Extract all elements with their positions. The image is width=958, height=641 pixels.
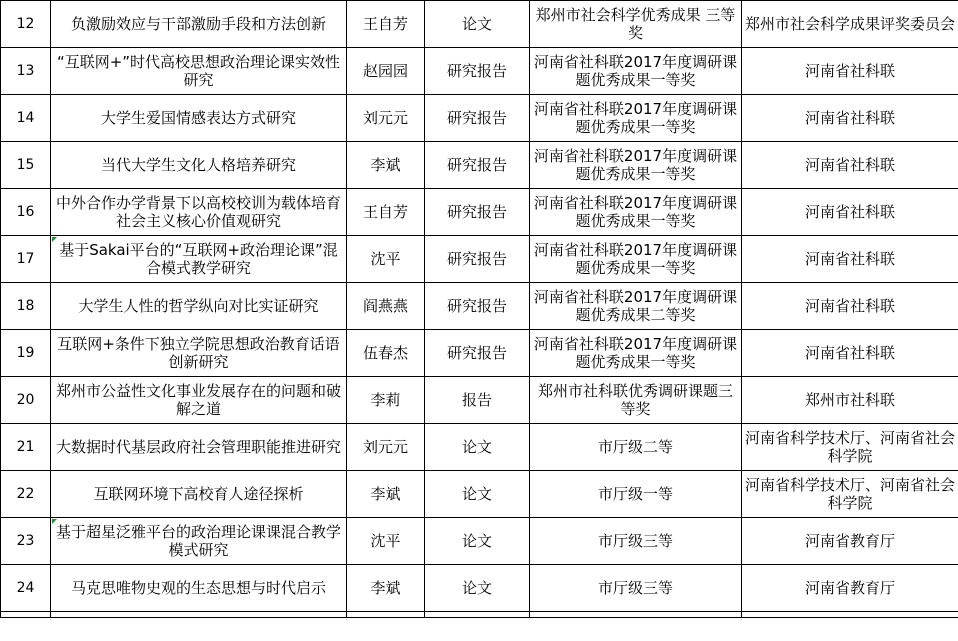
cell-title[interactable]: [51, 424, 347, 471]
cell-type[interactable]: [425, 142, 530, 189]
cell-org[interactable]: [742, 424, 958, 471]
cell-number-text: 23: [16, 533, 35, 549]
cell-number-text: 18: [16, 298, 35, 314]
table-body: [1, 1, 958, 618]
cell-author[interactable]: [347, 518, 425, 565]
cell-number[interactable]: [1, 518, 51, 565]
cell-type[interactable]: [425, 283, 530, 330]
cell-number-text: 21: [16, 439, 35, 455]
cell-award-text: 河南省社科联2017年度调研课题优秀成果二等奖: [533, 288, 738, 324]
empty-cell[interactable]: [530, 612, 742, 618]
cell-award[interactable]: [530, 95, 742, 142]
cell-type[interactable]: [425, 236, 530, 283]
cell-title[interactable]: [51, 1, 347, 48]
cell-title[interactable]: [51, 236, 347, 283]
cell-award[interactable]: [530, 1, 742, 48]
cell-org-text: 河南省社科联: [804, 297, 895, 315]
cell-author-text: 刘元元: [362, 109, 408, 127]
cell-award[interactable]: [530, 189, 742, 236]
cell-title-text: 中外合作办学背景下以高校校训为载体培育社会主义核心价值观研究: [55, 194, 341, 230]
cell-number-text: 13: [16, 63, 35, 79]
cell-author-text: 赵园园: [362, 62, 408, 80]
cell-type[interactable]: [425, 48, 530, 95]
cell-title-text: 互联网环境下高校育人途径探析: [93, 485, 304, 503]
cell-org[interactable]: [742, 1, 958, 48]
cell-title[interactable]: [51, 518, 347, 565]
cell-number-text: 20: [16, 392, 35, 408]
cell-number[interactable]: [1, 48, 51, 95]
cell-title-text: 负激励效应与干部激励手段和方法创新: [70, 15, 326, 33]
cell-org[interactable]: [742, 330, 958, 377]
cell-author[interactable]: [347, 424, 425, 471]
cell-type-text: 论文: [461, 579, 492, 597]
cell-award-text: 市厅级三等: [597, 532, 673, 550]
cell-title-text: 大学生爱国情感表达方式研究: [100, 109, 296, 127]
cell-number[interactable]: [1, 142, 51, 189]
cell-org[interactable]: [742, 471, 958, 518]
cell-org-text: 河南省科学技术厅、河南省社会科学院: [745, 476, 956, 512]
cell-org-text: 河南省社科联: [804, 62, 895, 80]
cell-title-text: 当代大学生文化人格培养研究: [100, 156, 296, 174]
cell-number-text: 15: [16, 157, 35, 173]
cell-org[interactable]: [742, 48, 958, 95]
table-row: [1, 377, 958, 424]
cell-number[interactable]: [1, 565, 51, 612]
cell-org-text: 河南省社科联: [804, 203, 895, 221]
cell-type-text: 论文: [461, 532, 492, 550]
cell-title[interactable]: [51, 283, 347, 330]
cell-author-text: 李斌: [370, 156, 401, 174]
table-row: [1, 424, 958, 471]
cell-title[interactable]: [51, 95, 347, 142]
cell-type[interactable]: [425, 377, 530, 424]
cell-org[interactable]: [742, 236, 958, 283]
cell-award-text: 河南省社科联2017年度调研课题优秀成果一等奖: [533, 335, 738, 371]
cell-type-text: 研究报告: [446, 297, 507, 315]
cell-author-text: 刘元元: [362, 438, 408, 456]
cell-type-text: 论文: [461, 485, 492, 503]
cell-award-text: 市厅级一等: [597, 485, 673, 503]
cell-org-text: 河南省社科联: [804, 156, 895, 174]
cell-award[interactable]: [530, 48, 742, 95]
cell-author[interactable]: [347, 377, 425, 424]
cell-author-text: 李莉: [370, 391, 401, 409]
cell-author-text: 阎燕燕: [362, 297, 408, 315]
cell-number-text: 24: [16, 580, 35, 596]
cell-org-text: 河南省教育厅: [804, 579, 895, 597]
table-row: [1, 1, 958, 48]
empty-cell[interactable]: [742, 612, 958, 618]
cell-type-text: 研究报告: [446, 109, 507, 127]
cell-type-text: 研究报告: [446, 203, 507, 221]
cell-org[interactable]: [742, 565, 958, 612]
cell-type-text: 报告: [461, 391, 492, 409]
cell-title-text: 基于超星泛雅平台的政治理论课课混合教学模式研究: [55, 523, 341, 559]
cell-comment-marker-icon: [52, 237, 57, 242]
cell-org-text: 郑州市社会科学成果评奖委员会: [745, 15, 956, 33]
cell-number[interactable]: [1, 236, 51, 283]
cell-award[interactable]: [530, 518, 742, 565]
cell-title-text: 大数据时代基层政府社会管理职能推进研究: [55, 438, 341, 456]
cell-award[interactable]: [530, 142, 742, 189]
cell-number[interactable]: [1, 283, 51, 330]
table-row: [1, 236, 958, 283]
cell-number-text: 14: [16, 110, 35, 126]
cell-title[interactable]: [51, 471, 347, 518]
cell-award-text: 河南省社科联2017年度调研课题优秀成果一等奖: [533, 194, 738, 230]
cell-title[interactable]: [51, 377, 347, 424]
cell-number[interactable]: [1, 471, 51, 518]
empty-cell[interactable]: [425, 612, 530, 618]
cell-award-text: 郑州市社会科学优秀成果 三等奖: [535, 6, 736, 42]
empty-cell[interactable]: [347, 612, 425, 618]
cell-title-text: 互联网+条件下独立学院思想政治教育话语创新研究: [57, 335, 340, 371]
table-row: [1, 142, 958, 189]
cell-award[interactable]: [530, 471, 742, 518]
table-row: [1, 283, 958, 330]
cell-title[interactable]: [51, 142, 347, 189]
cell-number[interactable]: [1, 424, 51, 471]
cell-org-text: 河南省科学技术厅、河南省社会科学院: [745, 429, 956, 465]
table-row: [1, 471, 958, 518]
cell-award[interactable]: [530, 236, 742, 283]
cell-award-text: 郑州市社科联优秀调研课题三等奖: [537, 382, 733, 418]
cell-comment-marker-icon: [52, 519, 57, 524]
cell-author[interactable]: [347, 283, 425, 330]
cell-type-text: 研究报告: [446, 156, 507, 174]
cell-award[interactable]: [530, 424, 742, 471]
cell-org[interactable]: [742, 377, 958, 424]
cell-number-text: 17: [16, 251, 35, 267]
cell-award-text: 河南省社科联2017年度调研课题优秀成果一等奖: [533, 147, 738, 183]
cell-number[interactable]: [1, 1, 51, 48]
cell-author-text: 李斌: [370, 579, 401, 597]
cell-number[interactable]: [1, 330, 51, 377]
cell-type-text: 论文: [461, 438, 492, 456]
cell-award[interactable]: [530, 330, 742, 377]
table-row: [1, 189, 958, 236]
cell-title-text: 基于Sakai平台的“互联网+政治理论课”混合模式教学研究: [59, 241, 338, 277]
cell-type[interactable]: [425, 518, 530, 565]
table-row: [1, 48, 958, 95]
cell-type-text: 研究报告: [446, 344, 507, 362]
cell-org-text: 河南省教育厅: [804, 532, 895, 550]
cell-author-text: 沈平: [370, 250, 401, 268]
cell-number-text: 22: [16, 486, 35, 502]
cell-type[interactable]: [425, 565, 530, 612]
cell-type-text: 研究报告: [446, 62, 507, 80]
cell-org-text: 河南省社科联: [804, 109, 895, 127]
cell-award-text: 市厅级三等: [597, 579, 673, 597]
cell-award-text: 河南省社科联2017年度调研课题优秀成果一等奖: [533, 100, 738, 136]
cell-award-text: 河南省社科联2017年度调研课题优秀成果一等奖: [533, 241, 738, 277]
cell-number[interactable]: [1, 189, 51, 236]
cell-type[interactable]: [425, 189, 530, 236]
cell-award[interactable]: [530, 377, 742, 424]
cell-org-text: 河南省社科联: [804, 344, 895, 362]
cell-title-text: 马克思唯物史观的生态思想与时代启示: [70, 579, 326, 597]
cell-number[interactable]: [1, 377, 51, 424]
cell-number[interactable]: [1, 95, 51, 142]
cell-title-text: “互联网+”时代高校思想政治理论课实效性研究: [56, 53, 341, 89]
cell-number-text: 19: [16, 345, 35, 361]
cell-author-text: 王自芳: [362, 15, 408, 33]
cell-title-text: 郑州市公益性文化事业发展存在的问题和破解之道: [55, 382, 341, 418]
cell-author-text: 伍春杰: [362, 344, 408, 362]
cell-type[interactable]: [425, 95, 530, 142]
cell-author[interactable]: [347, 95, 425, 142]
cell-type[interactable]: [425, 330, 530, 377]
table-row: [1, 95, 958, 142]
cell-number-text: 12: [16, 16, 35, 32]
table-row: [1, 518, 958, 565]
cell-author-text: 李斌: [370, 485, 401, 503]
cell-type[interactable]: [425, 1, 530, 48]
cell-title-text: 大学生人性的哲学纵向对比实证研究: [78, 297, 319, 315]
cell-type[interactable]: [425, 471, 530, 518]
table-row: [1, 330, 958, 377]
cell-author-text: 沈平: [370, 532, 401, 550]
cell-type-text: 研究报告: [446, 250, 507, 268]
cell-author[interactable]: [347, 142, 425, 189]
cell-author[interactable]: [347, 471, 425, 518]
cell-author[interactable]: [347, 565, 425, 612]
cell-award-text: 市厅级二等: [597, 438, 673, 456]
table-row-partial: [1, 612, 958, 618]
cell-author[interactable]: [347, 330, 425, 377]
cell-type-text: 论文: [461, 15, 492, 33]
cell-author[interactable]: [347, 1, 425, 48]
cell-author[interactable]: [347, 189, 425, 236]
cell-author[interactable]: [347, 48, 425, 95]
cell-org[interactable]: [742, 189, 958, 236]
cell-org[interactable]: [742, 95, 958, 142]
empty-cell[interactable]: [51, 612, 347, 618]
cell-title[interactable]: [51, 565, 347, 612]
cell-org-text: 河南省社科联: [804, 250, 895, 268]
cell-org-text: 郑州市社科联: [804, 391, 895, 409]
cell-type[interactable]: [425, 424, 530, 471]
cell-org[interactable]: [742, 142, 958, 189]
empty-cell[interactable]: [1, 612, 51, 618]
cell-org[interactable]: [742, 518, 958, 565]
cell-title[interactable]: [51, 48, 347, 95]
table-row: [1, 565, 958, 612]
cell-title[interactable]: [51, 330, 347, 377]
cell-author[interactable]: [347, 236, 425, 283]
cell-award-text: 河南省社科联2017年度调研课题优秀成果一等奖: [533, 53, 738, 89]
cell-title[interactable]: [51, 189, 347, 236]
cell-award[interactable]: [530, 283, 742, 330]
cell-author-text: 王自芳: [362, 203, 408, 221]
cell-award[interactable]: [530, 565, 742, 612]
cell-number-text: 16: [16, 204, 35, 220]
cell-org[interactable]: [742, 283, 958, 330]
